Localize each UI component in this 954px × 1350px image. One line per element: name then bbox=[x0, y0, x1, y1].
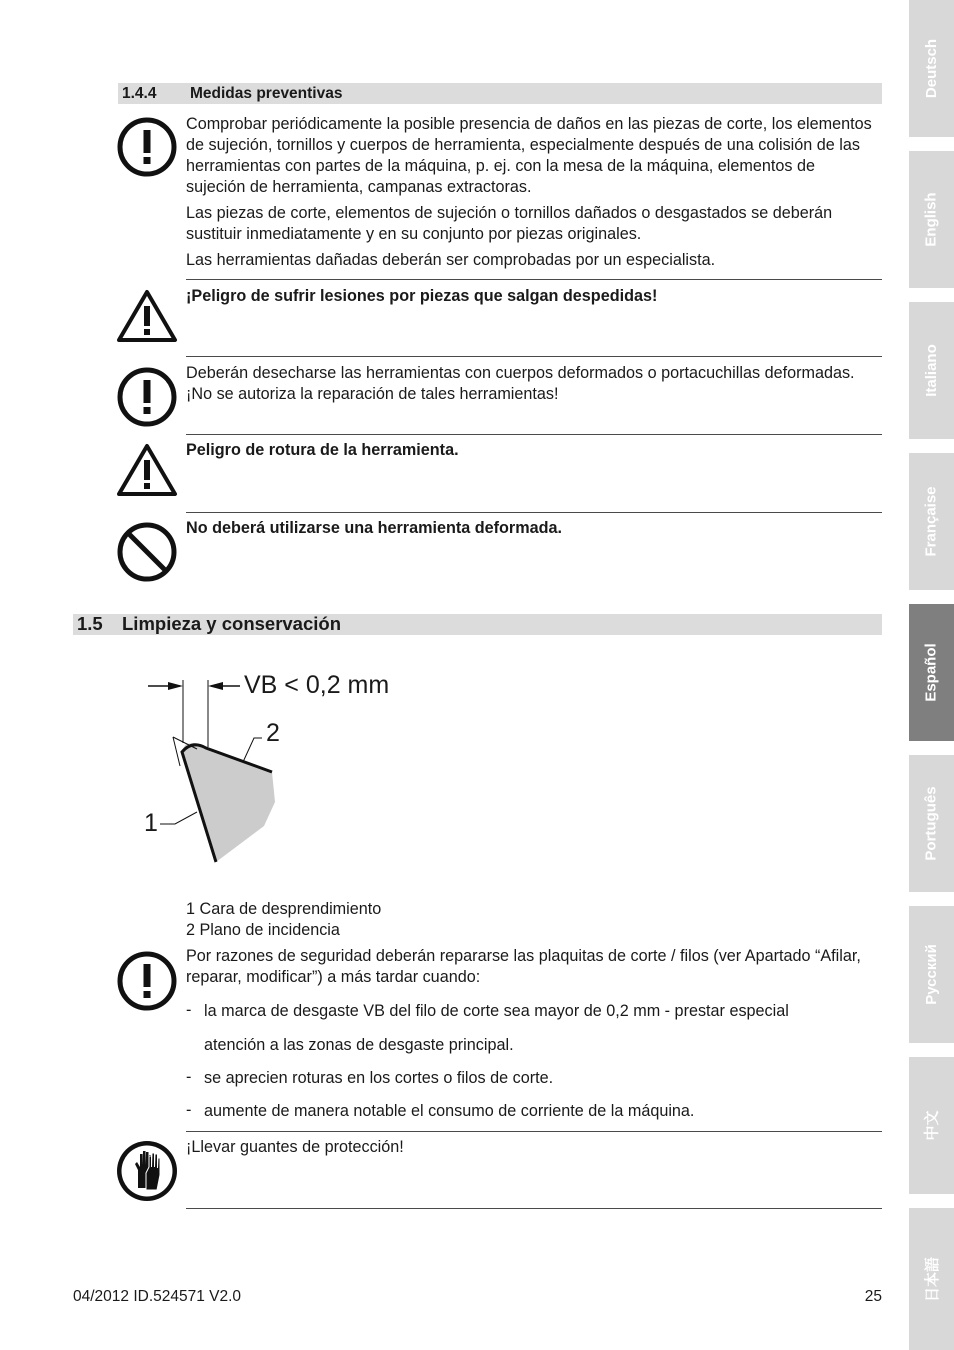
divider bbox=[186, 356, 882, 357]
insert-body bbox=[182, 743, 275, 862]
language-tab-japanese[interactable] bbox=[909, 1208, 954, 1350]
language-tab-english[interactable] bbox=[909, 151, 954, 288]
language-tab-label: Italiano bbox=[923, 344, 941, 397]
figure-label-1: 1 bbox=[144, 809, 158, 837]
language-tab-portugues[interactable] bbox=[909, 755, 954, 892]
bullet-text-1: la marca de desgaste VB del filo de corte sea mayor de 0,2 mm - prestar especial bbox=[204, 1002, 789, 1020]
language-tab-deutsch[interactable] bbox=[909, 0, 954, 137]
warning-triangle-icon bbox=[115, 442, 179, 498]
section-number: 1.5 bbox=[77, 613, 103, 634]
language-tab-label: 中文 bbox=[923, 1110, 941, 1141]
language-tab-label: Español bbox=[923, 643, 941, 702]
warning-triangle-icon bbox=[115, 288, 179, 344]
bullet-text-3: aumente de manera notable el consumo de corriente de la máquina. bbox=[204, 1102, 695, 1120]
divider bbox=[186, 279, 882, 280]
block1-paragraph-1: Comprobar periódicamente la posible presencia de daños en las piezas de corte, los elementos de sujeción, tornillos y cuerpos de herramienta, especialmente después de una colisión de las herramientas con partes de la máquina, p. ej. con la mesa de la máquina, elementos de sujeción de herramienta, campanas extractoras. bbox=[186, 115, 872, 196]
mandatory-exclamation-icon bbox=[116, 116, 178, 178]
detail-line bbox=[173, 737, 180, 766]
divider bbox=[186, 1131, 882, 1132]
leader-line-1 bbox=[160, 812, 197, 824]
bullet-text-1-continued: atención a las zonas de desgaste principal. bbox=[204, 1036, 514, 1054]
block2-text: Deberán desecharse las herramientas con cuerpos deformados o portacuchillas deformadas. ¡No se autoriza la reparación de tales herramientas! bbox=[186, 364, 855, 403]
legend-item-2: 2 Plano de incidencia bbox=[186, 921, 340, 939]
vb-dimension-label: VB < 0,2 mm bbox=[244, 671, 390, 699]
mandatory-exclamation-icon bbox=[116, 950, 178, 1012]
legend-item-1: 1 Cara de desprendimiento bbox=[186, 900, 382, 918]
block3-intro: Por razones de seguridad deberán repararse las plaquitas de corte / filos (ver Apartado “Afilar, reparar, modificar”) a más tardar cuando: bbox=[186, 947, 861, 986]
language-tab-francaise[interactable] bbox=[909, 453, 954, 590]
language-tab-italiano[interactable] bbox=[909, 302, 954, 439]
mandatory-exclamation-icon bbox=[116, 366, 178, 428]
warning-text-projectiles: ¡Peligro de sufrir lesiones por piezas que salgan despedidas! bbox=[186, 287, 658, 305]
block1-paragraph-3: Las herramientas dañadas deberán ser comprobadas por un especialista. bbox=[186, 251, 716, 269]
bullet-dash: - bbox=[186, 1001, 192, 1019]
prohibition-text: No deberá utilizarse una herramienta deformada. bbox=[186, 519, 563, 537]
section-number: 1.4.4 bbox=[122, 85, 157, 102]
block1-text bbox=[186, 114, 876, 276]
divider bbox=[186, 1208, 882, 1209]
language-tab-label: 日本語 bbox=[924, 1256, 942, 1302]
language-tab-label: English bbox=[923, 192, 941, 247]
bullet-dash: - bbox=[186, 1068, 192, 1086]
divider bbox=[186, 434, 882, 435]
language-tab-chinese[interactable] bbox=[909, 1057, 954, 1194]
block1-paragraph-2: Las piezas de corte, elementos de sujeción o tornillos dañados o desgastados se deberán sustituir inmediatamente y en su conjunto por piezas originales. bbox=[186, 204, 833, 243]
gloves-icon bbox=[116, 1140, 178, 1202]
language-tab-label: Português bbox=[923, 786, 940, 861]
language-tab-espanol[interactable] bbox=[909, 604, 954, 741]
section-title: Limpieza y conservación bbox=[122, 613, 342, 634]
page-number: 25 bbox=[864, 1288, 882, 1305]
bullet-dash: - bbox=[186, 1101, 192, 1119]
warning-text-breakage: Peligro de rotura de la herramienta. bbox=[186, 441, 459, 459]
language-tab-label: Русский bbox=[923, 944, 941, 1005]
language-tab-label: Française bbox=[923, 486, 941, 557]
leader-line-2 bbox=[243, 738, 262, 762]
language-tab-label: Deutsch bbox=[923, 38, 940, 99]
section-title: Medidas preventivas bbox=[190, 85, 343, 102]
bullet-text-2: se aprecien roturas en los cortes o filos de corte. bbox=[204, 1069, 554, 1087]
divider bbox=[186, 512, 882, 513]
gloves-text: ¡Llevar guantes de protección! bbox=[186, 1138, 404, 1156]
language-tab-russian[interactable] bbox=[909, 906, 954, 1043]
footer-doc-id: 04/2012 ID.524571 V2.0 bbox=[73, 1288, 242, 1305]
prohibition-icon bbox=[116, 521, 178, 583]
figure-label-2: 2 bbox=[266, 719, 280, 747]
